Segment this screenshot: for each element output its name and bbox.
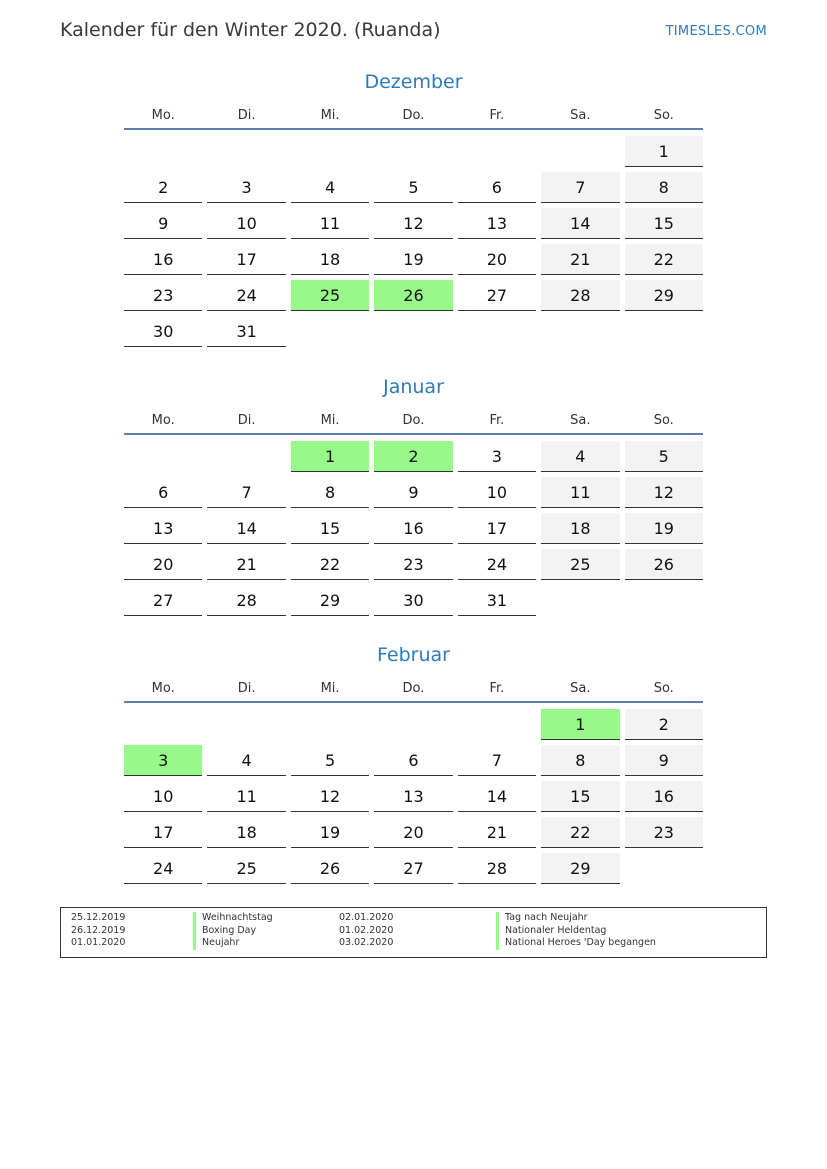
legend-date: 01.02.2020 bbox=[339, 924, 394, 936]
day-cell[interactable]: 13 bbox=[124, 513, 202, 544]
day-cell[interactable]: 3 bbox=[207, 172, 285, 203]
day-cell[interactable]: 15 bbox=[541, 781, 619, 812]
weekday-label: Mo. bbox=[151, 680, 175, 696]
day-cell[interactable]: 5 bbox=[291, 745, 369, 776]
week-row bbox=[124, 745, 703, 781]
weekday-label: Sa. bbox=[570, 680, 591, 696]
holiday-legend bbox=[60, 907, 767, 958]
day-cell[interactable]: 27 bbox=[458, 280, 536, 311]
empty-day bbox=[541, 585, 619, 615]
month-name: Februar bbox=[377, 644, 450, 666]
legend-holiday-name: National Heroes 'Day begangen bbox=[496, 937, 656, 950]
weekday-label: So. bbox=[653, 107, 674, 123]
legend-date: 25.12.2019 bbox=[71, 912, 126, 923]
empty-day bbox=[124, 441, 202, 471]
legend-date: 01.01.2020 bbox=[71, 937, 126, 948]
day-cell[interactable]: 22 bbox=[625, 244, 703, 275]
empty-day bbox=[291, 709, 369, 739]
empty-day bbox=[625, 585, 703, 615]
day-cell[interactable]: 6 bbox=[458, 172, 536, 203]
weekday-label: Mo. bbox=[151, 107, 175, 123]
day-cell[interactable]: 6 bbox=[124, 477, 202, 508]
day-cell[interactable]: 8 bbox=[541, 745, 619, 776]
day-cell[interactable]: 11 bbox=[207, 781, 285, 812]
weekday-label: Di. bbox=[237, 680, 256, 696]
month-block bbox=[124, 641, 703, 889]
day-cell[interactable]: 20 bbox=[124, 549, 202, 580]
empty-day bbox=[541, 316, 619, 346]
day-cell[interactable]: 28 bbox=[541, 280, 619, 311]
empty-day bbox=[625, 316, 703, 346]
day-cell[interactable]: 28 bbox=[207, 585, 285, 616]
day-cell[interactable]: 24 bbox=[124, 853, 202, 884]
day-cell[interactable]: 22 bbox=[541, 817, 619, 848]
legend-holiday-name: Neujahr bbox=[193, 937, 273, 950]
day-cell[interactable]: 15 bbox=[625, 208, 703, 239]
legend-date: 26.12.2019 bbox=[71, 924, 126, 936]
day-cell[interactable]: 6 bbox=[374, 745, 452, 776]
empty-day bbox=[291, 316, 369, 346]
day-cell[interactable]: 25 bbox=[291, 280, 369, 311]
weekday-label: Fr. bbox=[489, 107, 505, 123]
day-cell[interactable]: 7 bbox=[458, 745, 536, 776]
day-cell[interactable]: 7 bbox=[541, 172, 619, 203]
day-cell[interactable]: 12 bbox=[625, 477, 703, 508]
page-title: Kalender für den Winter 2020. (Ruanda) bbox=[60, 19, 441, 41]
empty-day bbox=[291, 136, 369, 166]
week-row bbox=[124, 853, 703, 889]
day-cell[interactable]: 10 bbox=[458, 477, 536, 508]
day-cell[interactable]: 16 bbox=[374, 513, 452, 544]
week-row bbox=[124, 172, 703, 208]
day-cell[interactable]: 5 bbox=[625, 441, 703, 472]
weekday-label: Sa. bbox=[570, 107, 591, 123]
day-cell[interactable]: 23 bbox=[625, 817, 703, 848]
legend-date: 02.01.2020 bbox=[339, 912, 394, 923]
day-cell[interactable]: 20 bbox=[458, 244, 536, 275]
day-cell[interactable]: 2 bbox=[124, 172, 202, 203]
day-cell[interactable]: 15 bbox=[291, 513, 369, 544]
day-cell[interactable]: 23 bbox=[124, 280, 202, 311]
day-cell[interactable]: 26 bbox=[625, 549, 703, 580]
day-cell[interactable]: 17 bbox=[124, 817, 202, 848]
day-cell[interactable]: 4 bbox=[541, 441, 619, 472]
week-row bbox=[124, 709, 703, 745]
legend-left-dates bbox=[71, 912, 125, 950]
day-cell[interactable]: 21 bbox=[207, 549, 285, 580]
weekday-label: So. bbox=[653, 412, 674, 428]
day-cell[interactable]: 19 bbox=[291, 817, 369, 848]
day-cell[interactable]: 12 bbox=[291, 781, 369, 812]
day-cell[interactable]: 27 bbox=[124, 585, 202, 616]
day-cell[interactable]: 8 bbox=[291, 477, 369, 508]
day-cell[interactable]: 7 bbox=[207, 477, 285, 508]
empty-day bbox=[625, 853, 703, 883]
day-cell[interactable]: 16 bbox=[625, 781, 703, 812]
month-block bbox=[124, 373, 703, 621]
day-cell[interactable]: 18 bbox=[541, 513, 619, 544]
weeks bbox=[124, 435, 703, 621]
day-cell[interactable]: 22 bbox=[291, 549, 369, 580]
day-cell[interactable]: 13 bbox=[374, 781, 452, 812]
day-cell[interactable]: 14 bbox=[541, 208, 619, 239]
empty-day bbox=[541, 136, 619, 166]
day-cell[interactable]: 20 bbox=[374, 817, 452, 848]
weekday-label: Sa. bbox=[570, 412, 591, 428]
empty-day bbox=[207, 709, 285, 739]
legend-date: 03.02.2020 bbox=[339, 937, 394, 948]
day-cell[interactable]: 29 bbox=[541, 853, 619, 884]
weekday-label: Mi. bbox=[320, 680, 340, 696]
weekday-label: Di. bbox=[237, 107, 256, 123]
day-cell[interactable]: 30 bbox=[374, 585, 452, 616]
day-cell[interactable]: 26 bbox=[374, 280, 452, 311]
day-cell[interactable]: 23 bbox=[374, 549, 452, 580]
day-cell[interactable]: 11 bbox=[291, 208, 369, 239]
legend-holiday-name: Nationaler Heldentag bbox=[496, 925, 656, 938]
day-cell[interactable]: 13 bbox=[458, 208, 536, 239]
day-cell[interactable]: 21 bbox=[541, 244, 619, 275]
week-row bbox=[124, 244, 703, 280]
empty-day bbox=[458, 709, 536, 739]
week-row bbox=[124, 477, 703, 513]
day-cell[interactable]: 3 bbox=[458, 441, 536, 472]
weeks bbox=[124, 130, 703, 352]
day-cell[interactable]: 31 bbox=[207, 316, 285, 347]
day-cell[interactable]: 29 bbox=[291, 585, 369, 616]
legend-holiday-name: Boxing Day bbox=[193, 925, 273, 938]
day-cell[interactable]: 24 bbox=[207, 280, 285, 311]
weekday-header bbox=[124, 407, 703, 435]
day-cell[interactable]: 17 bbox=[207, 244, 285, 275]
day-cell[interactable]: 28 bbox=[458, 853, 536, 884]
day-cell[interactable]: 8 bbox=[625, 172, 703, 203]
empty-day bbox=[458, 136, 536, 166]
day-cell[interactable]: 5 bbox=[374, 172, 452, 203]
day-cell[interactable]: 19 bbox=[625, 513, 703, 544]
week-row bbox=[124, 280, 703, 316]
weekday-label: Mi. bbox=[320, 107, 340, 123]
week-row bbox=[124, 549, 703, 585]
day-cell[interactable]: 25 bbox=[207, 853, 285, 884]
day-cell[interactable]: 16 bbox=[124, 244, 202, 275]
day-cell[interactable]: 2 bbox=[374, 441, 452, 472]
day-cell[interactable]: 27 bbox=[374, 853, 452, 884]
weekday-label: Fr. bbox=[489, 412, 505, 428]
day-cell[interactable]: 18 bbox=[207, 817, 285, 848]
day-cell[interactable]: 4 bbox=[207, 745, 285, 776]
weekday-label: Di. bbox=[237, 412, 256, 428]
weekday-label: Mo. bbox=[151, 412, 175, 428]
day-cell[interactable]: 1 bbox=[625, 136, 703, 167]
month-name: Dezember bbox=[364, 71, 463, 93]
empty-day bbox=[374, 136, 452, 166]
day-cell[interactable]: 3 bbox=[124, 745, 202, 776]
empty-day bbox=[207, 441, 285, 471]
weekday-label: Do. bbox=[402, 412, 425, 428]
weekday-label: Fr. bbox=[489, 680, 505, 696]
week-row bbox=[124, 136, 703, 172]
week-row bbox=[124, 441, 703, 477]
week-row bbox=[124, 513, 703, 549]
day-cell[interactable]: 31 bbox=[458, 585, 536, 616]
weekday-label: Mi. bbox=[320, 412, 340, 428]
empty-day bbox=[374, 316, 452, 346]
day-cell[interactable]: 14 bbox=[207, 513, 285, 544]
weekday-label: Do. bbox=[402, 107, 425, 123]
day-cell[interactable]: 2 bbox=[625, 709, 703, 740]
empty-day bbox=[124, 136, 202, 166]
legend-right-names bbox=[496, 912, 656, 950]
day-cell[interactable]: 10 bbox=[124, 781, 202, 812]
day-cell[interactable]: 24 bbox=[458, 549, 536, 580]
weekday-label: Do. bbox=[402, 680, 425, 696]
day-cell[interactable]: 14 bbox=[458, 781, 536, 812]
day-cell[interactable]: 29 bbox=[625, 280, 703, 311]
legend-right-dates bbox=[339, 912, 393, 950]
day-cell[interactable]: 1 bbox=[541, 709, 619, 740]
week-row bbox=[124, 817, 703, 853]
weekday-header bbox=[124, 675, 703, 703]
day-cell[interactable]: 19 bbox=[374, 244, 452, 275]
legend-holiday-name: Weihnachtstag bbox=[193, 912, 273, 925]
week-row bbox=[124, 208, 703, 244]
day-cell[interactable]: 9 bbox=[374, 477, 452, 508]
brand-link[interactable]: TIMESLES.COM bbox=[665, 24, 767, 39]
day-cell[interactable]: 9 bbox=[625, 745, 703, 776]
empty-day bbox=[374, 709, 452, 739]
day-cell[interactable]: 9 bbox=[124, 208, 202, 239]
weeks bbox=[124, 703, 703, 889]
month-name: Januar bbox=[383, 376, 444, 398]
empty-day bbox=[207, 136, 285, 166]
day-cell[interactable]: 30 bbox=[124, 316, 202, 347]
day-cell[interactable]: 4 bbox=[291, 172, 369, 203]
legend-holiday-name: Tag nach Neujahr bbox=[496, 912, 656, 925]
week-row bbox=[124, 781, 703, 817]
week-row bbox=[124, 585, 703, 621]
day-cell[interactable]: 25 bbox=[541, 549, 619, 580]
legend-left-names bbox=[193, 912, 273, 950]
month-block bbox=[124, 68, 703, 352]
day-cell[interactable]: 17 bbox=[458, 513, 536, 544]
empty-day bbox=[458, 316, 536, 346]
weekday-header bbox=[124, 102, 703, 130]
weekday-label: So. bbox=[653, 680, 674, 696]
day-cell[interactable]: 11 bbox=[541, 477, 619, 508]
day-cell[interactable]: 10 bbox=[207, 208, 285, 239]
day-cell[interactable]: 26 bbox=[291, 853, 369, 884]
day-cell[interactable]: 18 bbox=[291, 244, 369, 275]
empty-day bbox=[124, 709, 202, 739]
day-cell[interactable]: 12 bbox=[374, 208, 452, 239]
week-row bbox=[124, 316, 703, 352]
day-cell[interactable]: 1 bbox=[291, 441, 369, 472]
day-cell[interactable]: 21 bbox=[458, 817, 536, 848]
